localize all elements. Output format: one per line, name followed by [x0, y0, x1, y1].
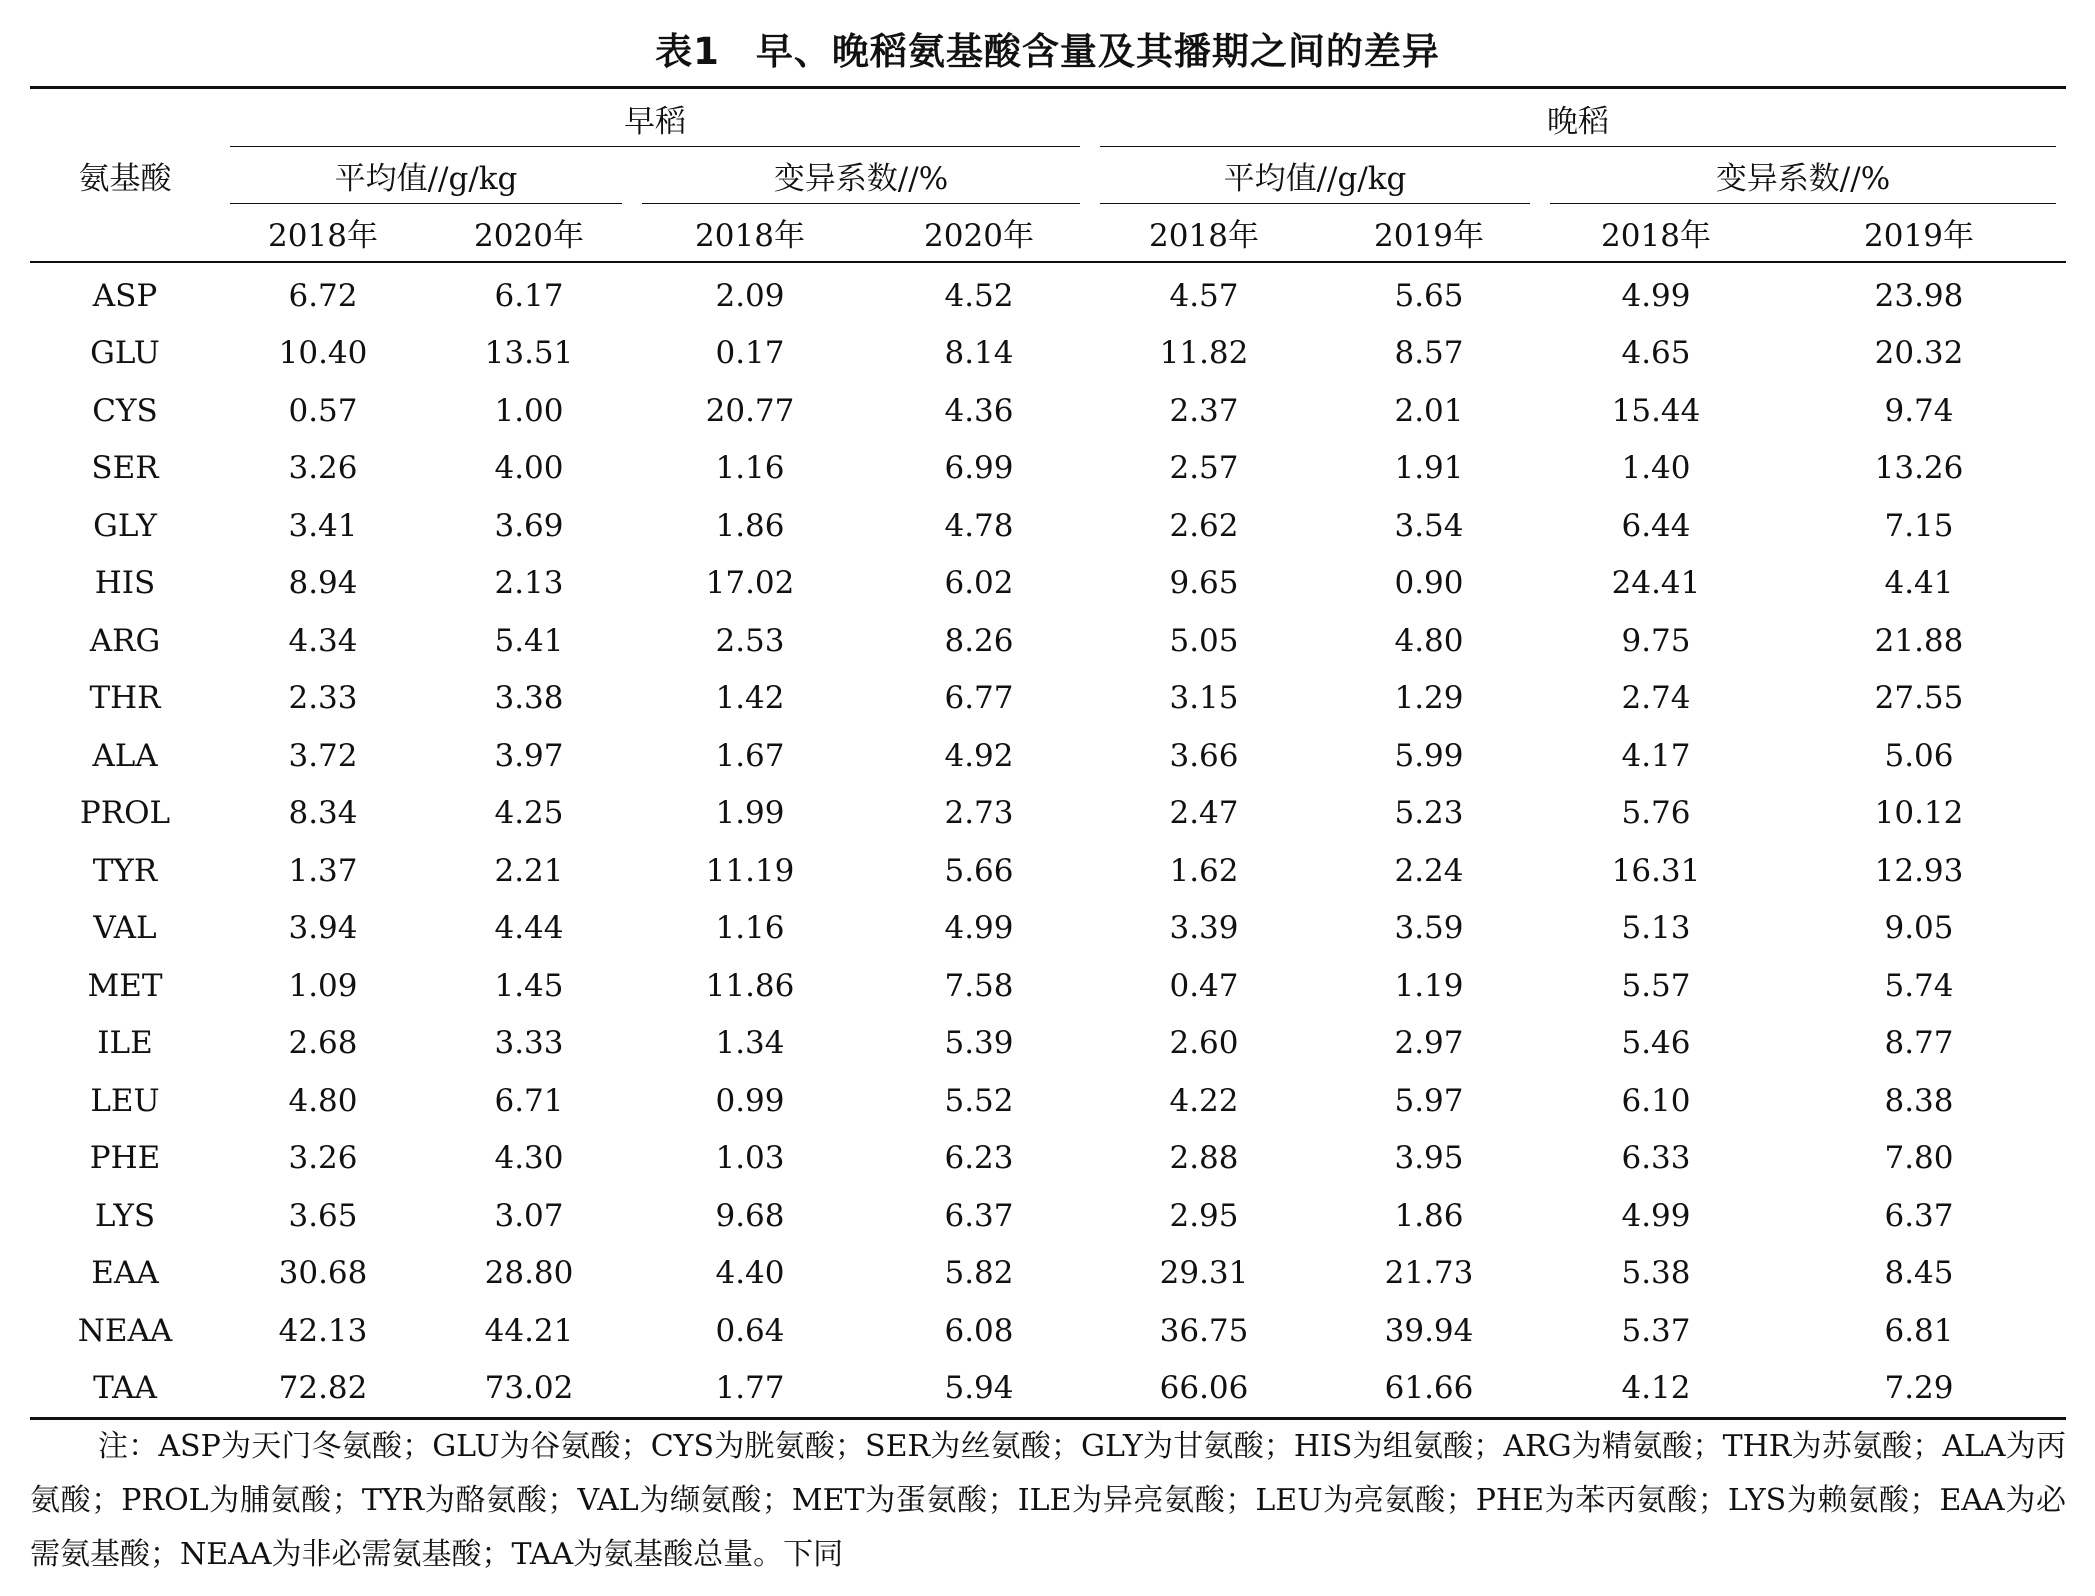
table-cell: 3.15: [1169, 680, 1239, 717]
table-cell: 5.06: [1884, 737, 1954, 774]
table-cell: 2.97: [1394, 1025, 1464, 1062]
table-cell: 8.77: [1884, 1025, 1954, 1062]
table-cell: 3.39: [1169, 910, 1239, 947]
table-row: [30, 1130, 2066, 1188]
table-cell: 20.32: [1874, 335, 1964, 372]
amino-acid-name: PHE: [89, 1140, 161, 1177]
table-cell: 2.60: [1169, 1025, 1239, 1062]
table-cell: 2.21: [494, 852, 564, 889]
table-cell: 9.05: [1884, 910, 1954, 947]
table-cell: 0.64: [715, 1312, 785, 1349]
table-cell: 4.80: [1394, 622, 1464, 659]
row-header: 氨基酸: [30, 88, 220, 263]
table-cell: 24.41: [1611, 565, 1701, 602]
table-cell: 3.65: [288, 1197, 358, 1234]
table-cell: 9.74: [1884, 392, 1954, 429]
table-cell: 4.40: [715, 1255, 785, 1292]
table-cell: 39.94: [1384, 1312, 1474, 1349]
amino-acid-table: [30, 86, 2066, 1420]
table-cell: 1.37: [288, 852, 358, 889]
table-cell: 2.88: [1169, 1140, 1239, 1177]
table-cell: 27.55: [1874, 680, 1964, 717]
table-cell: 4.25: [494, 795, 564, 832]
amino-acid-name: PROL: [79, 795, 171, 832]
table-cell: 9.65: [1169, 565, 1239, 602]
table-cell: 2.73: [944, 795, 1014, 832]
table-cell: 1.91: [1394, 450, 1464, 487]
table-cell: 13.26: [1874, 450, 1964, 487]
amino-acid-name: THR: [89, 680, 161, 717]
table-number: 表1: [655, 30, 720, 73]
table-cell: 2.33: [288, 680, 358, 717]
table-cell: 4.30: [494, 1140, 564, 1177]
table-cell: 6.81: [1884, 1312, 1954, 1349]
table-cell: 8.94: [288, 565, 358, 602]
amino-acid-name: MET: [87, 967, 163, 1004]
amino-acid-name: ASP: [92, 277, 158, 314]
table-cell: 5.39: [944, 1025, 1014, 1062]
subgroup-header-cv: 变异系数//%: [1540, 147, 2066, 204]
table-cell: 66.06: [1090, 1360, 1318, 1419]
table-cell: 2.53: [715, 622, 785, 659]
table-row: [30, 1187, 2066, 1245]
table-cell: 5.94: [868, 1360, 1090, 1419]
table-cell: 10.12: [1874, 795, 1964, 832]
table-cell: 3.54: [1394, 507, 1464, 544]
amino-acid-name: GLY: [93, 507, 157, 544]
table-cell: 2.57: [1169, 450, 1239, 487]
table-cell: 1.00: [494, 392, 564, 429]
table-cell: 11.19: [705, 852, 795, 889]
table-cell: 1.45: [494, 967, 564, 1004]
table-cell: 10.40: [278, 335, 368, 372]
table-cell: 5.99: [1394, 737, 1464, 774]
table-cell: 2.74: [1621, 680, 1691, 717]
table-cell: 8.57: [1394, 335, 1464, 372]
table-cell: 4.52: [944, 277, 1014, 314]
table-cell: 1.42: [715, 680, 785, 717]
amino-acid-name: LEU: [90, 1082, 160, 1119]
table-cell: 4.12: [1540, 1360, 1772, 1419]
table-cell: 6.71: [494, 1082, 564, 1119]
table-cell: 28.80: [484, 1255, 574, 1292]
year-header: 2018年: [1540, 204, 1772, 262]
table-cell: 4.80: [288, 1082, 358, 1119]
table-cell: 7.15: [1884, 507, 1954, 544]
table-cell: 5.52: [944, 1082, 1014, 1119]
amino-acid-name: TAA: [30, 1360, 220, 1419]
table-cell: 20.77: [705, 392, 795, 429]
table-cell: 6.10: [1621, 1082, 1691, 1119]
table-cell: 5.74: [1884, 967, 1954, 1004]
table-cell: 3.26: [288, 450, 358, 487]
table-row: [30, 262, 2066, 325]
table-cell: 11.82: [1159, 335, 1249, 372]
table-cell: 1.86: [715, 507, 785, 544]
table-row: [30, 1245, 2066, 1303]
table-cell: 1.29: [1394, 680, 1464, 717]
table-cell: 6.33: [1621, 1140, 1691, 1177]
table-cell: 5.13: [1621, 910, 1691, 947]
table-cell: 1.16: [715, 450, 785, 487]
table-cell: 30.68: [278, 1255, 368, 1292]
table-cell: 6.77: [944, 680, 1014, 717]
table-row: [30, 785, 2066, 843]
table-cell: 6.08: [944, 1312, 1014, 1349]
table-row: [30, 1015, 2066, 1073]
table-cell: 8.38: [1884, 1082, 1954, 1119]
table-cell: 7.58: [944, 967, 1014, 1004]
table-row: [30, 1360, 2066, 1419]
table-cell: 0.99: [715, 1082, 785, 1119]
table-cell: 6.02: [944, 565, 1014, 602]
table-cell: 1.40: [1621, 450, 1691, 487]
table-cell: 2.24: [1394, 852, 1464, 889]
table-cell: 5.05: [1169, 622, 1239, 659]
table-row: [30, 727, 2066, 785]
table-cell: 3.26: [288, 1140, 358, 1177]
table-row: [30, 382, 2066, 440]
amino-acid-name: ARG: [89, 622, 161, 659]
year-header: 2020年: [868, 204, 1090, 262]
table-cell: 61.66: [1318, 1360, 1540, 1419]
table-cell: 6.17: [494, 277, 564, 314]
table-row: [30, 325, 2066, 383]
table-cell: 0.17: [715, 335, 785, 372]
table-cell: 16.31: [1611, 852, 1701, 889]
table-cell: 3.59: [1394, 910, 1464, 947]
table-cell: 4.22: [1169, 1082, 1239, 1119]
table-row: [30, 1072, 2066, 1130]
table-cell: 5.66: [944, 852, 1014, 889]
table-cell: 11.86: [705, 967, 795, 1004]
table-cell: 3.97: [494, 737, 564, 774]
table-cell: 4.57: [1169, 277, 1239, 314]
table-cell: 4.36: [944, 392, 1014, 429]
table-cell: 4.00: [494, 450, 564, 487]
group-header-early-rice: 早稻: [220, 88, 1090, 148]
table-cell: 5.41: [494, 622, 564, 659]
table-cell: 1.77: [632, 1360, 868, 1419]
table-cell: 5.38: [1621, 1255, 1691, 1292]
year-header: 2018年: [220, 204, 426, 262]
table-cell: 4.17: [1621, 737, 1691, 774]
year-header: 2020年: [426, 204, 632, 262]
table-title: 早、晚稻氨基酸含量及其播期之间的差异: [755, 30, 1440, 73]
table-cell: 0.90: [1394, 565, 1464, 602]
table-cell: 5.76: [1621, 795, 1691, 832]
year-header: 2018年: [632, 204, 868, 262]
amino-acid-name: LYS: [94, 1197, 156, 1234]
table-cell: 4.99: [1621, 277, 1691, 314]
table-cell: 2.37: [1169, 392, 1239, 429]
table-cell: 3.07: [494, 1197, 564, 1234]
table-cell: 3.94: [288, 910, 358, 947]
amino-acid-name: CYS: [92, 392, 158, 429]
table-row: [30, 555, 2066, 613]
table-cell: 2.09: [715, 277, 785, 314]
table-cell: 1.86: [1394, 1197, 1464, 1234]
table-cell: 2.68: [288, 1025, 358, 1062]
table-cell: 6.37: [944, 1197, 1014, 1234]
table-cell: 2.95: [1169, 1197, 1239, 1234]
table-cell: 5.46: [1621, 1025, 1691, 1062]
table-cell: 4.99: [944, 910, 1014, 947]
table-cell: 2.01: [1394, 392, 1464, 429]
table-cell: 4.34: [288, 622, 358, 659]
table-cell: 6.23: [944, 1140, 1014, 1177]
table-cell: 29.31: [1159, 1255, 1249, 1292]
table-cell: 23.98: [1874, 277, 1964, 314]
table-cell: 12.93: [1874, 852, 1964, 889]
table-cell: 4.92: [944, 737, 1014, 774]
subgroup-header-mean: 平均值//g/kg: [1090, 147, 1540, 204]
table-cell: 72.82: [220, 1360, 426, 1419]
table-row: [30, 957, 2066, 1015]
table-cell: 9.75: [1621, 622, 1691, 659]
table-cell: 2.13: [494, 565, 564, 602]
table-row: [30, 842, 2066, 900]
table-cell: 7.29: [1772, 1360, 2066, 1419]
amino-acid-name: NEAA: [77, 1312, 173, 1349]
table-cell: 8.45: [1884, 1255, 1954, 1292]
amino-acid-name: VAL: [93, 910, 157, 947]
table-cell: 5.23: [1394, 795, 1464, 832]
amino-acid-name: SER: [91, 450, 159, 487]
table-cell: 2.47: [1169, 795, 1239, 832]
subgroup-header-mean: 平均值//g/kg: [220, 147, 632, 204]
table-cell: 4.65: [1621, 335, 1691, 372]
table-body: [30, 262, 2066, 1419]
table-row: [30, 497, 2066, 555]
table-cell: 21.88: [1874, 622, 1964, 659]
amino-acid-name: GLU: [90, 335, 160, 372]
subgroup-header-cv: 变异系数//%: [632, 147, 1090, 204]
table-cell: 2.62: [1169, 507, 1239, 544]
table-cell: 73.02: [426, 1360, 632, 1419]
year-header: 2019年: [1772, 204, 2066, 262]
table-row: [30, 900, 2066, 958]
table-cell: 8.34: [288, 795, 358, 832]
table-cell: 8.26: [944, 622, 1014, 659]
table-cell: 1.34: [715, 1025, 785, 1062]
amino-acid-name: ALA: [92, 737, 158, 774]
table-row: [30, 1302, 2066, 1360]
table-cell: 3.38: [494, 680, 564, 717]
table-cell: 1.09: [288, 967, 358, 1004]
table-cell: 3.69: [494, 507, 564, 544]
table-cell: 6.72: [288, 277, 358, 314]
year-header: 2018年: [1090, 204, 1318, 262]
table-cell: 1.19: [1394, 967, 1464, 1004]
table-cell: 5.97: [1394, 1082, 1464, 1119]
table-cell: 5.57: [1621, 967, 1691, 1004]
table-cell: 6.44: [1621, 507, 1691, 544]
table-cell: 5.82: [944, 1255, 1014, 1292]
year-header: 2019年: [1318, 204, 1540, 262]
table-cell: 5.37: [1621, 1312, 1691, 1349]
table-cell: 3.66: [1169, 737, 1239, 774]
table-cell: 4.99: [1621, 1197, 1691, 1234]
table-cell: 42.13: [278, 1312, 368, 1349]
table-cell: 3.72: [288, 737, 358, 774]
table-cell: 13.51: [484, 335, 574, 372]
table-cell: 3.41: [288, 507, 358, 544]
table-cell: 17.02: [705, 565, 795, 602]
table-cell: 36.75: [1159, 1312, 1249, 1349]
table-cell: 21.73: [1384, 1255, 1474, 1292]
amino-acid-name: EAA: [91, 1255, 159, 1292]
table-cell: 4.78: [944, 507, 1014, 544]
table-cell: 7.80: [1884, 1140, 1954, 1177]
table-cell: 1.16: [715, 910, 785, 947]
group-header-late-rice: 晚稻: [1090, 88, 2066, 148]
amino-acid-name: ILE: [97, 1025, 153, 1062]
table-cell: 5.65: [1394, 277, 1464, 314]
table-row: [30, 670, 2066, 728]
table-cell: 1.67: [715, 737, 785, 774]
table-cell: 3.95: [1394, 1140, 1464, 1177]
table-cell: 4.41: [1884, 565, 1954, 602]
table-cell: 0.47: [1169, 967, 1239, 1004]
amino-acid-name: HIS: [94, 565, 156, 602]
table-caption: [0, 22, 2095, 82]
table-cell: 1.62: [1169, 852, 1239, 889]
table-note: 注：ASP为天门冬氨酸；GLU为谷氨酸；CYS为胱氨酸；SER为丝氨酸；GLY为甘氨酸；HIS为组氨酸；ARG为精氨酸；THR为苏氨酸；ALA为丙氨酸；PROL为脯氨酸；TYR为酪氨酸；VAL为缬氨酸；MET为蛋氨酸；ILE为异亮氨酸；LEU为亮氨酸；PHE为苯丙氨酸；LYS为赖氨酸；EAA为必需氨基酸；NEAA为非必需氨基酸；TAA为氨基酸总量。下同: [30, 1429, 2066, 1572]
table-cell: 6.99: [944, 450, 1014, 487]
table-cell: 4.44: [494, 910, 564, 947]
table-cell: 9.68: [715, 1197, 785, 1234]
table-row: [30, 440, 2066, 498]
table-cell: 3.33: [494, 1025, 564, 1062]
table-cell: 0.57: [288, 392, 358, 429]
table-cell: 15.44: [1611, 392, 1701, 429]
table-cell: 8.14: [944, 335, 1014, 372]
table-cell: 1.99: [715, 795, 785, 832]
table-cell: 44.21: [484, 1312, 574, 1349]
table-cell: 1.03: [715, 1140, 785, 1177]
amino-acid-name: TYR: [92, 852, 158, 889]
table-row: [30, 612, 2066, 670]
table-cell: 6.37: [1884, 1197, 1954, 1234]
